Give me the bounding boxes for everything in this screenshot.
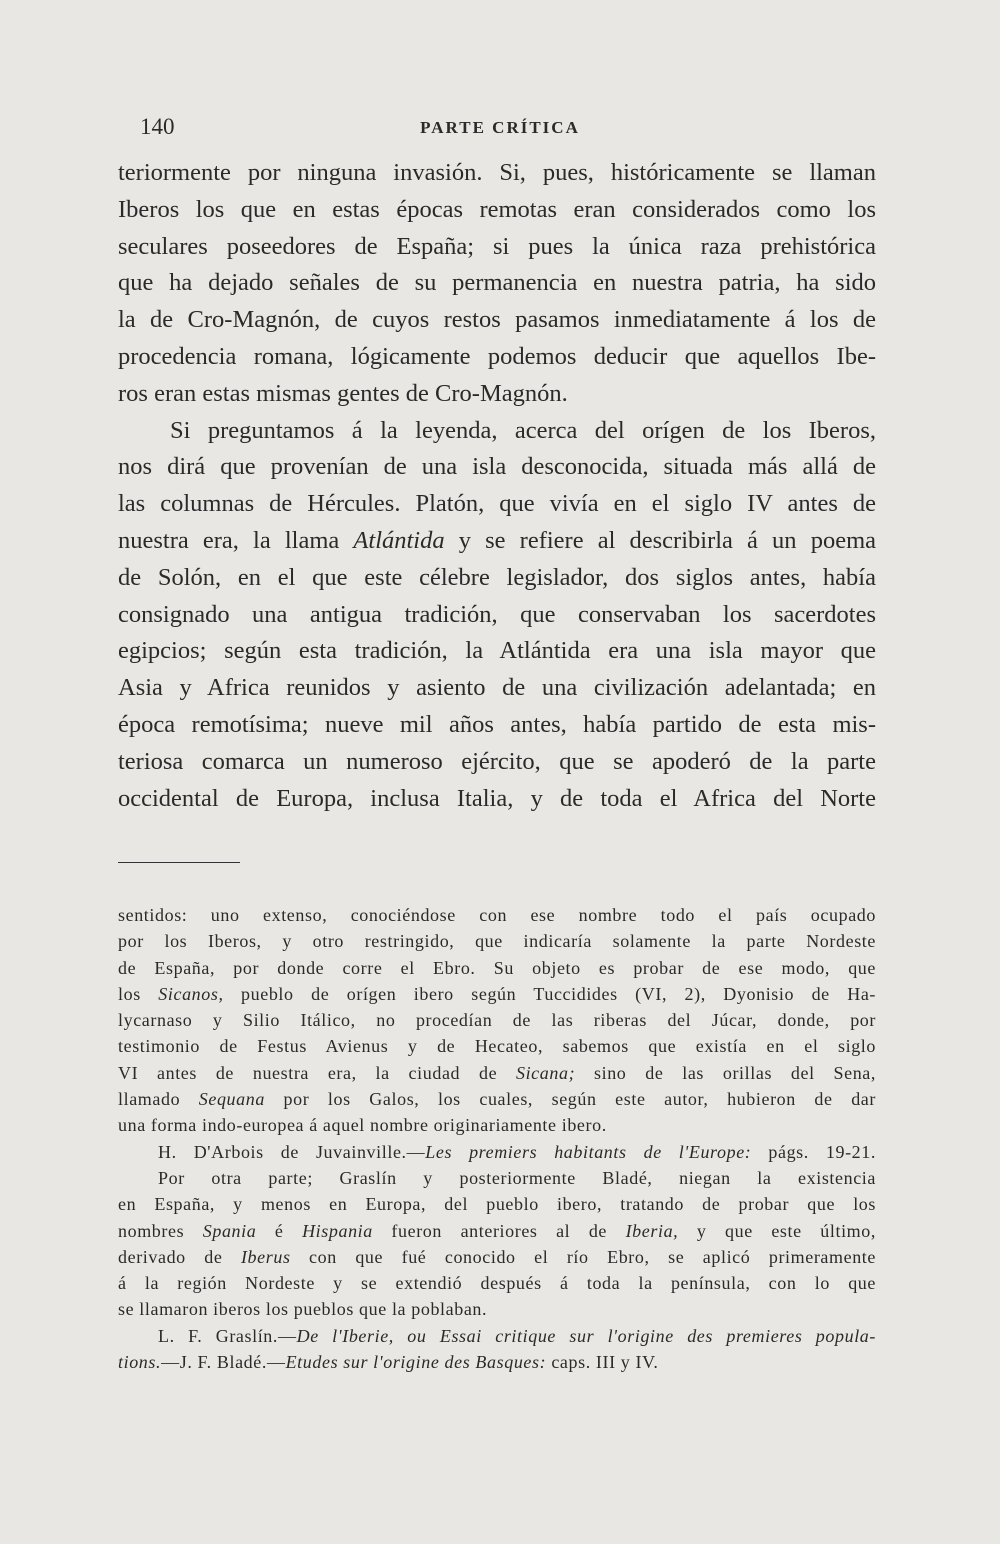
italic-text: De l'Iberie, ou Essai critique sur l'origine des premieres popula- [296,1325,876,1346]
italic-text: Hispania [302,1220,373,1241]
footnote-line [118,1191,876,1217]
text-run: por los Galos, los cuales, según este autor, hubieron de dar [264,1089,876,1110]
text-run: y que este último, [678,1220,876,1241]
footnote-line [118,902,876,928]
text-run: teriormente por ninguna invasión. Si, pues, históricamente se llaman [118,159,876,186]
text-line [118,229,876,266]
text-run: testimonio de Festus Avienus y de Hecateo, sabemos que existía en el siglo [118,1036,876,1057]
text-run: caps. III y IV. [546,1352,659,1373]
text-run: occidental de Europa, inclusa Italia, y de toda el Africa del Norte [118,784,876,812]
footnote-line [118,1349,876,1375]
italic-text: Sicanos, [158,983,224,1004]
footnote-line [118,1323,876,1349]
text-run: Si preguntamos á la leyenda, acerca del orígen de los Iberos, [170,416,876,444]
footnote-line [118,1139,876,1165]
text-run: lycarnaso y Silio Itálico, no procedían de las riberas del Júcar, donde, por [118,1010,876,1031]
footnote-line [118,981,876,1007]
text-run: época remotísima; nueve mil años antes, había partido de esta mis- [118,710,876,738]
italic-text: Atlántida [353,526,445,554]
footnote-line [118,1218,876,1244]
text-run: teriosa comarca un numeroso ejército, que se apoderó de la parte [118,747,876,775]
text-run: ros eran estas mismas gentes de Cro-Magnón. [118,379,568,407]
text-line [118,744,876,781]
text-run: la de Cro-Magnón, de cuyos restos pasamos inmediatamente á los de [118,306,876,334]
text-run: procedencia romana, lógicamente podemos deducir que aquellos Ibe- [118,342,876,370]
text-run: consignado una antigua tradición, que conservaban los sacerdotes [118,600,876,628]
text-line [118,597,876,634]
footnote-line [118,1033,876,1059]
text-line [118,560,876,597]
text-run: los [118,983,159,1004]
italic-text: Spania [202,1220,257,1241]
text-run: por los Iberos, y otro restringido, que indicaría solamente la parte Nordeste [118,931,876,952]
text-run: —J. F. Bladé.— [161,1352,286,1373]
text-run: con que fué conocido el río Ebro, se aplicó primeramente [290,1246,876,1267]
page-number: 140 [140,114,175,139]
footnote-line [118,928,876,954]
section-title: PARTE CRÍTICA [420,118,580,137]
text-line [118,449,876,486]
text-line [118,670,876,707]
text-run: de Solón, en el que este célebre legislador, dos siglos antes, había [118,563,876,591]
text-run: á la región Nordeste y se extendió después á toda la península, con lo que [118,1273,876,1294]
text-line [118,376,876,413]
text-run: pueblo de orígen ibero según Tuccidides (VI, 2), Dyonisio de Ha- [223,983,877,1004]
text-line [118,413,876,450]
text-line [118,633,876,670]
main-text [118,155,876,817]
footnote-line [118,1296,876,1322]
text-run: VI antes de nuestra era, la ciudad de [118,1062,516,1083]
italic-text: Sicana; [515,1062,576,1083]
text-run: sino de las orillas del Sena, [575,1062,876,1083]
text-run: derivado de [118,1246,241,1267]
text-run: nombres [118,1220,203,1241]
running-head [118,114,882,144]
text-line [118,302,876,339]
text-run: Iberos los que en estas épocas remotas eran considerados como los [118,195,876,223]
text-run: págs. 19-21. [751,1141,876,1162]
text-run: L. F. Graslín.— [158,1325,297,1346]
text-run: é [256,1220,303,1241]
text-line [118,523,876,560]
footnote-line [118,1112,876,1138]
italic-text: Iberus [240,1246,291,1267]
text-run: las columnas de Hércules. Platón, que vivía en el siglo IV antes de [118,490,876,518]
footnote-line [118,955,876,981]
text-run: y se refiere al describirla á un poema [444,526,876,554]
text-run: H. D'Arbois de Juvainville.— [158,1141,426,1162]
footnote-line [118,1007,876,1033]
text-run: que ha dejado señales de su permanencia en nuestra patria, ha sido [118,269,876,297]
footnote-line [118,1244,876,1270]
text-run: egipcios; según esta tradición, la Atlántida era una isla mayor que [118,637,876,665]
footnote-line [118,1060,876,1086]
text-run: nuestra era, la llama [118,526,354,554]
italic-text: Sequana [198,1089,265,1110]
text-run: nos dirá que provenían de una isla desconocida, situada más allá de [118,453,876,481]
footnote-line [118,1086,876,1112]
text-run: se llamaron iberos los pueblos que la poblaban. [118,1299,488,1320]
text-line [118,339,876,376]
text-run: Por otra parte; Graslín y posteriormente Bladé, niegan la existencia [158,1167,876,1188]
text-line [118,265,876,302]
text-run: fueron anteriores al de [372,1220,626,1241]
text-run: sentidos: uno extenso, conociéndose con ese nombre todo el país ocupado [118,905,876,925]
text-line [118,781,876,818]
text-line [118,486,876,523]
text-run: Asia y Africa reunidos y asiento de una civilización adelantada; en [118,674,876,702]
text-run: en España, y menos en Europa, del pueblo ibero, tratando de probar que los [118,1194,876,1215]
text-line [118,707,876,744]
footnotes [118,902,876,1375]
italic-text: Iberia, [625,1220,679,1241]
text-run: una forma indo-europea á aquel nombre originariamente ibero. [118,1115,607,1136]
text-run: seculares poseedores de España; si pues la única raza prehistórica [118,232,876,260]
footnote-line [118,1165,876,1191]
italic-text: Etudes sur l'origine des Basques: [285,1352,547,1373]
text-run: llamado [118,1089,199,1110]
footnote-rule [118,862,240,863]
text-run: de España, por donde corre el Ebro. Su objeto es probar de ese modo, que [118,957,876,978]
italic-text: Les premiers habitants de l'Europe: [425,1141,752,1162]
text-line [118,155,876,192]
text-line [118,192,876,229]
footnote-line [118,1270,876,1296]
italic-text: tions. [118,1352,162,1373]
